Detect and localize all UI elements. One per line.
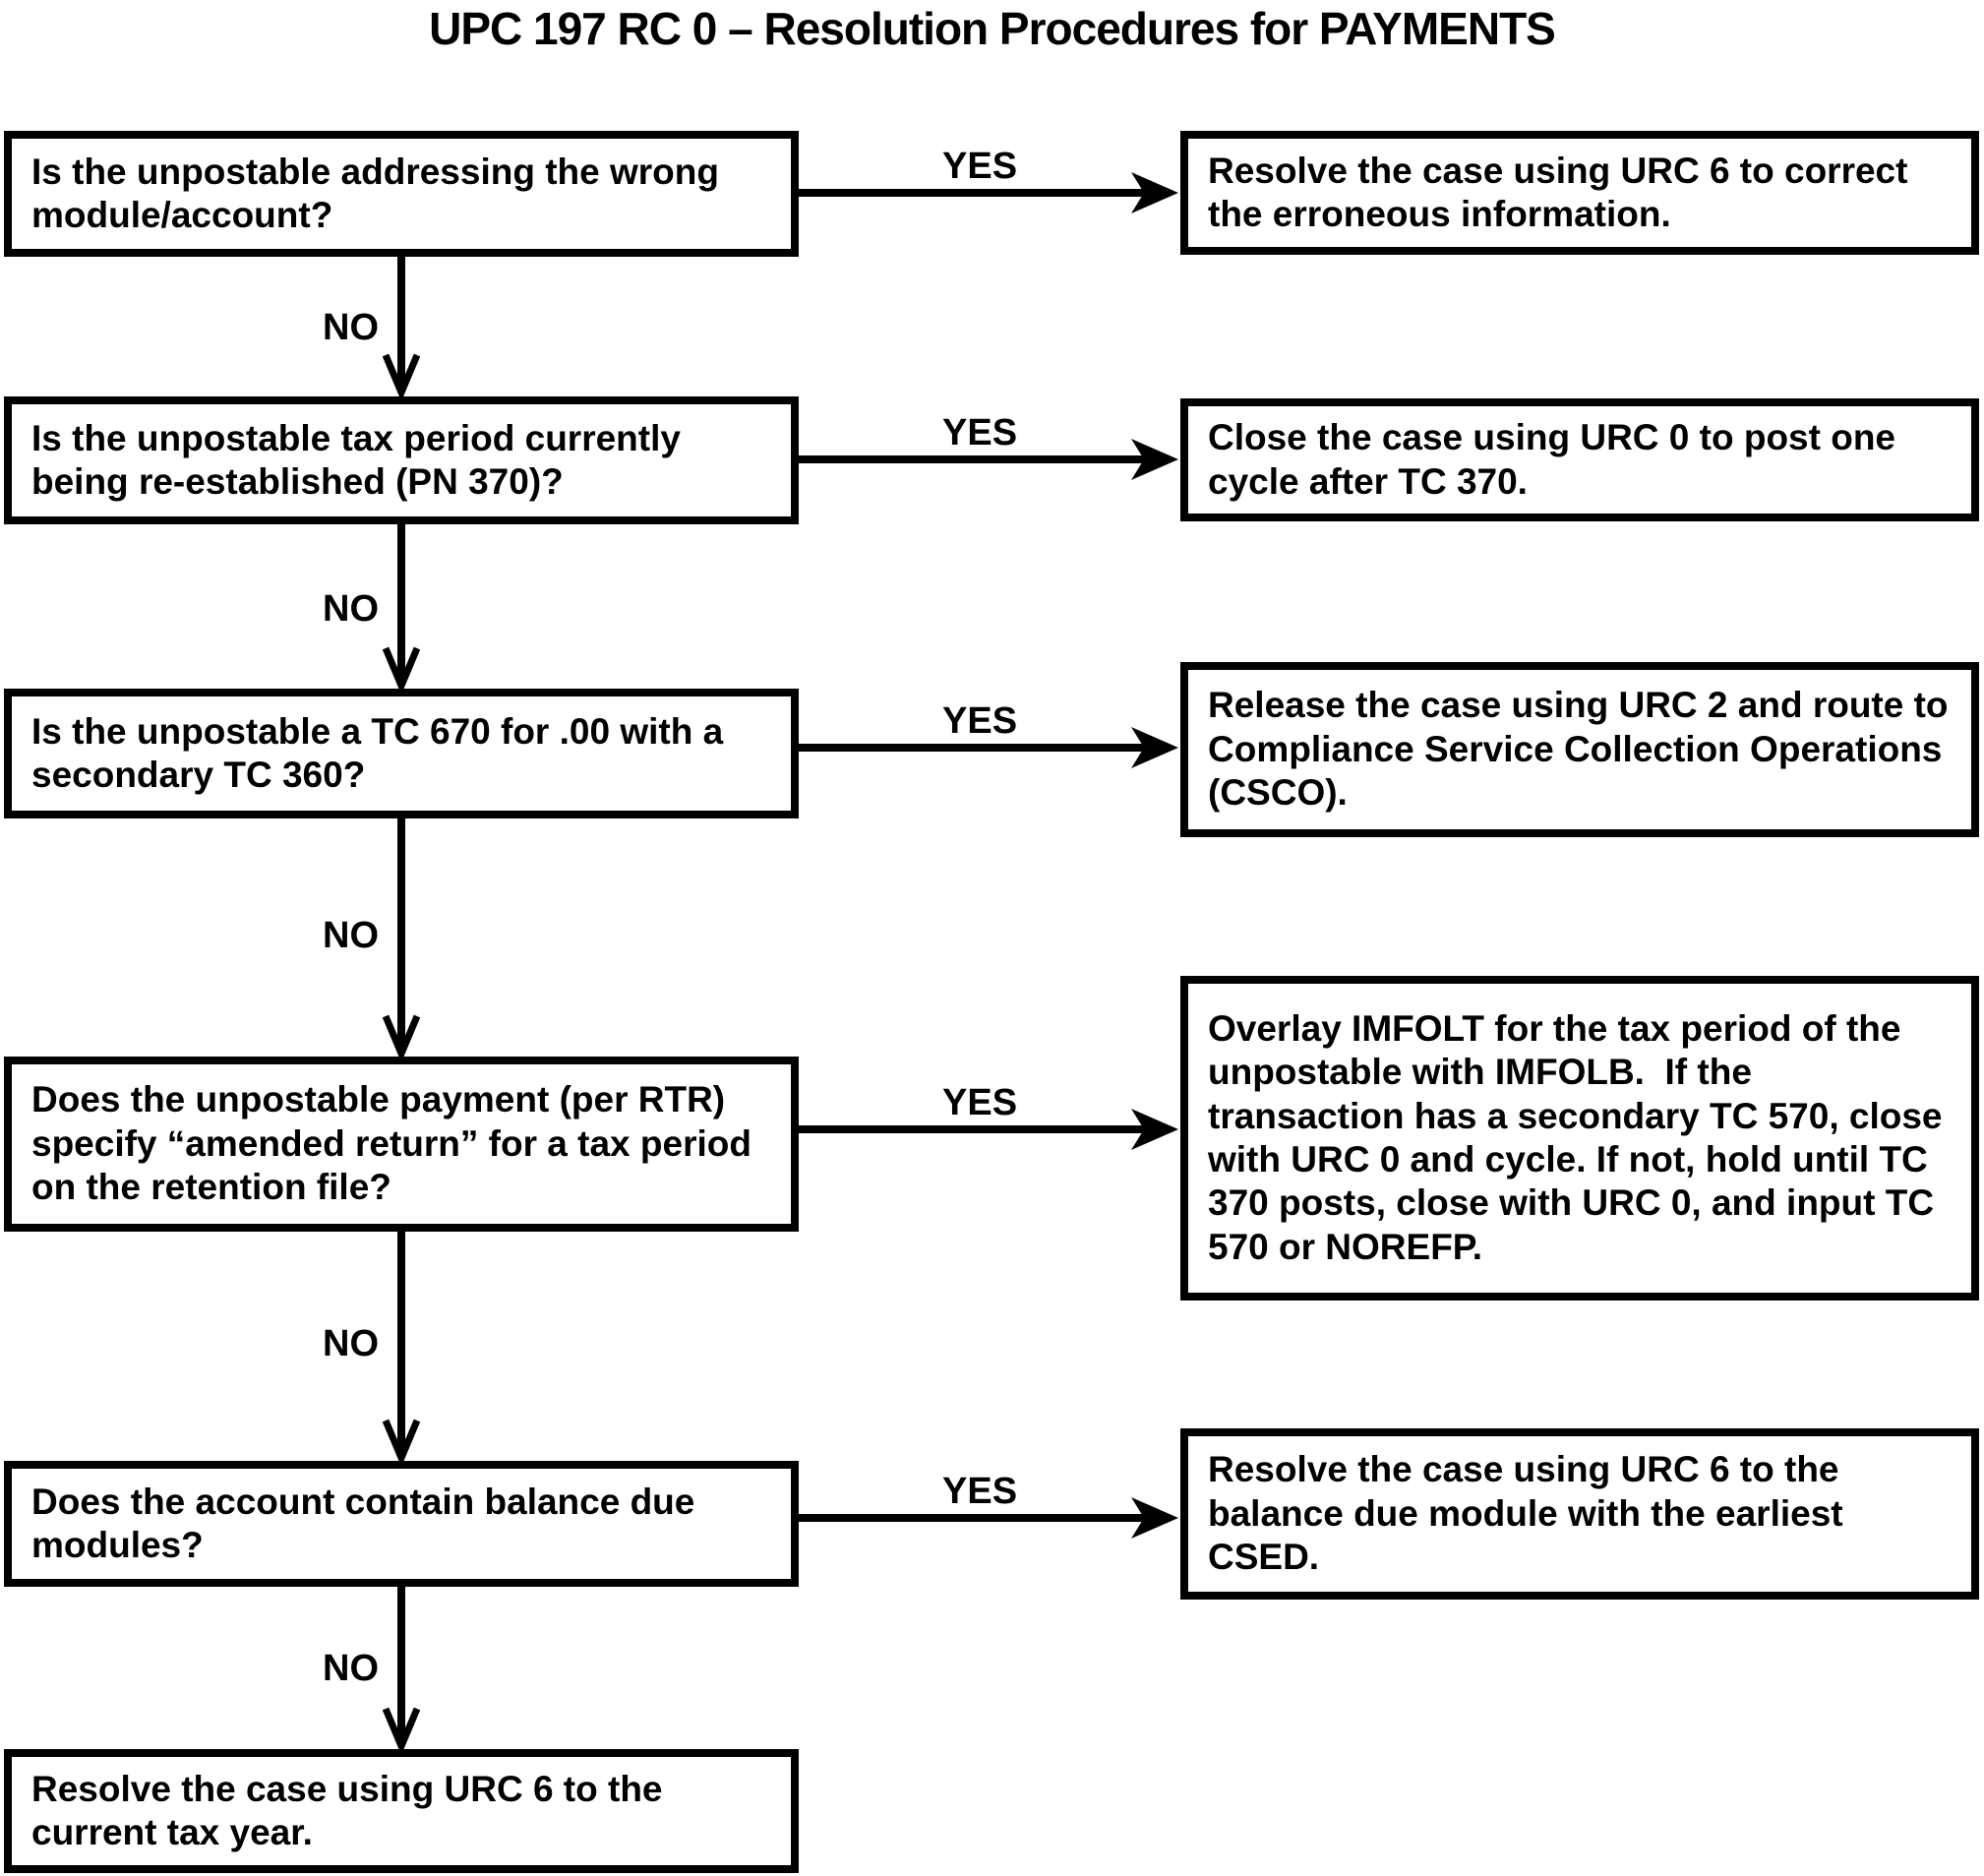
- no-arrow-3: [386, 817, 417, 1054]
- decision-box-5: [4, 1461, 799, 1587]
- action-text-5: Resolve the case using URC 6 to the balance due module with the earliest CSED.: [1208, 1449, 1853, 1578]
- yes-label-2: YES: [942, 412, 1018, 454]
- page-title: UPC 197 RC 0 – Resolution Procedures for PAYMENTS: [429, 3, 1555, 54]
- action-text-1: Resolve the case using URC 6 to correct the erroneous information.: [1208, 150, 1918, 234]
- decision-text-5: Does the account contain balance due modules?: [31, 1481, 705, 1565]
- decision-box-2: [4, 396, 799, 524]
- no-arrow-5: [386, 1585, 417, 1746]
- action-box-4: [1180, 976, 1979, 1301]
- yes-label-1: YES: [942, 146, 1018, 187]
- decision-box-4: [4, 1057, 799, 1232]
- final-text: Resolve the case using URC 6 to the current tax year.: [31, 1768, 673, 1852]
- decision-text-1: Is the unpostable addressing the wrong module/account?: [31, 151, 730, 235]
- action-box-3: [1180, 662, 1979, 837]
- decision-box-1: [4, 131, 799, 257]
- decision-text-4: Does the unpostable payment (per RTR) specify “amended return” for a tax period on the retention file?: [31, 1079, 762, 1208]
- no-arrow-4: [386, 1230, 417, 1458]
- yes-label-3: YES: [942, 700, 1018, 742]
- action-box-2: [1180, 398, 1979, 521]
- no-label-1: NO: [323, 307, 379, 348]
- decision-box-3: [4, 689, 799, 818]
- no-label-3: NO: [323, 915, 379, 956]
- decision-text-2: Is the unpostable tax period currently being re-established (PN 370)?: [31, 417, 691, 502]
- no-label-5: NO: [323, 1648, 379, 1689]
- no-label-2: NO: [323, 588, 379, 630]
- yes-label-4: YES: [942, 1082, 1018, 1123]
- decision-text-3: Is the unpostable a TC 670 for .00 with a secondary TC 360?: [31, 710, 734, 795]
- action-text-3: Release the case using URC 2 and route to Compliance Service Collection Operations (CSCO).: [1208, 685, 1958, 814]
- no-label-4: NO: [323, 1323, 379, 1364]
- final-box: [4, 1749, 799, 1873]
- no-arrow-1: [386, 255, 417, 393]
- no-arrow-2: [386, 522, 417, 686]
- action-text-4: Overlay IMFOLT for the tax period of the unpostable with IMFOLB. If the transaction has a secondary TC 570, close with URC 0 and cycle. If not, hold until TC 370 posts, close with URC 0, and input TC 570 or NOREFP.: [1208, 1007, 1953, 1267]
- yes-label-5: YES: [942, 1471, 1018, 1512]
- action-box-5: [1180, 1428, 1979, 1600]
- action-box-1: [1180, 131, 1979, 255]
- action-text-2: Close the case using URC 0 to post one cycle after TC 370.: [1208, 417, 1906, 502]
